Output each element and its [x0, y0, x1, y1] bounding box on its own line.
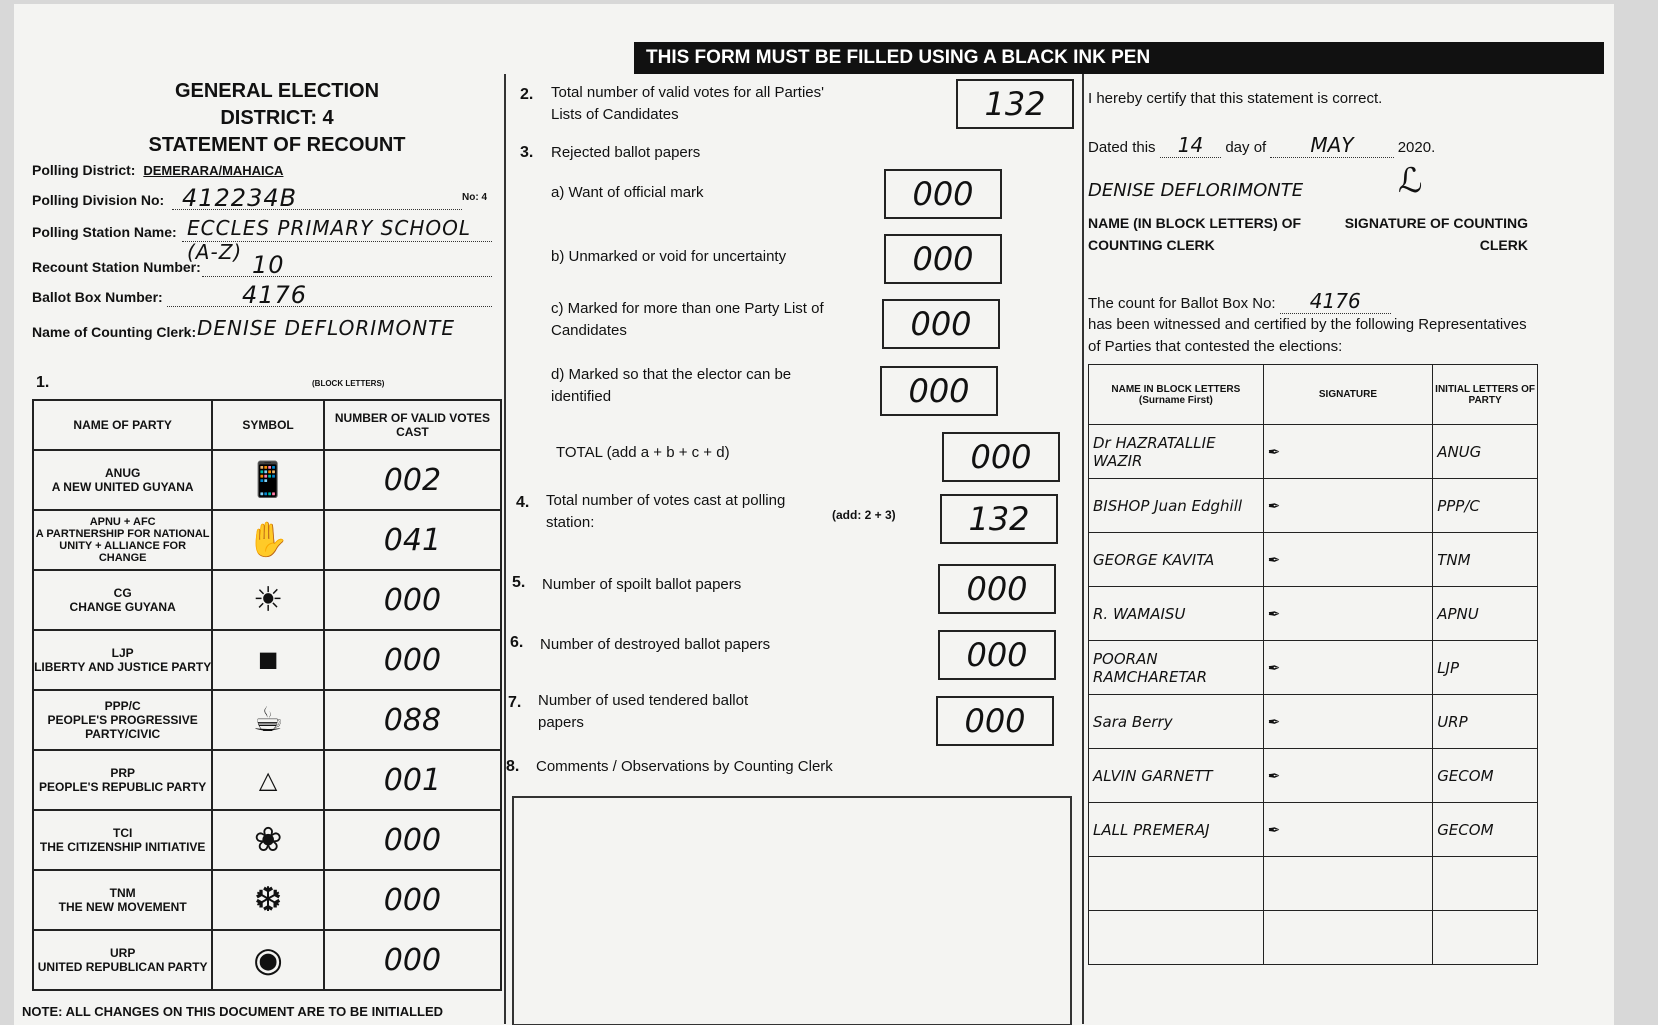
party-header-name: NAME OF PARTY — [33, 400, 212, 450]
handshake-icon: ■ — [212, 630, 324, 690]
count-line — [1088, 290, 1391, 315]
item2-text: Total number of valid votes for all Parties' Lists of Candidates — [551, 84, 824, 123]
bird-icon: ❆ — [212, 870, 324, 930]
party-name: URP UNITED REPUBLICAN PARTY — [33, 930, 212, 990]
rep-row — [1089, 803, 1538, 857]
polling-division-label: Polling Division No: — [32, 192, 165, 208]
party-name: CG CHANGE GUYANA — [33, 570, 212, 630]
polling-station-value: ECCLES PRIMARY SCHOOL (A-Z) — [187, 216, 471, 264]
rep-name: GEORGE KAVITA — [1089, 533, 1264, 587]
item3c-text: c) Marked for more than one Party List of Candidates — [551, 300, 824, 339]
item6-num: 6. — [510, 634, 524, 651]
signature-icon: ✒ — [1263, 641, 1432, 695]
rep-party: URP — [1433, 695, 1538, 749]
party-votes: 000 — [324, 810, 501, 870]
party-header-votes: NUMBER OF VALID VOTES CAST — [324, 400, 501, 450]
right-column — [1088, 74, 1618, 1024]
item3a-box: 000 — [884, 169, 1002, 219]
party-row — [33, 750, 501, 810]
rep-party: TNM — [1433, 533, 1538, 587]
clerk-label: Name of Counting Clerk: — [32, 324, 197, 340]
name-label: NAME (IN BLOCK LETTERS) OF COUNTING CLERK — [1088, 215, 1302, 253]
party-name: ANUG A NEW UNITED GUYANA — [33, 450, 212, 510]
rep-party — [1433, 857, 1538, 911]
party-votes: 002 — [324, 450, 501, 510]
left-column — [22, 74, 512, 1024]
rep-row — [1089, 425, 1538, 479]
bulb-icon: ☀ — [212, 570, 324, 630]
signature-icon: ✒ — [1263, 587, 1432, 641]
form-sheet — [14, 4, 1614, 1025]
item7-num: 7. — [508, 694, 522, 711]
rep-name: POORAN RAMCHARETAR — [1089, 641, 1264, 695]
fish-icon: ◉ — [212, 930, 324, 990]
party-row — [33, 450, 501, 510]
signature-icon: ✒ — [1263, 749, 1432, 803]
rep-row — [1089, 749, 1538, 803]
polling-station-field — [32, 216, 502, 264]
item3-text: Rejected ballot papers — [551, 144, 701, 161]
party-name: LJP LIBERTY AND JUSTICE PARTY — [33, 630, 212, 690]
recount-station-label: Recount Station Number: — [32, 259, 201, 275]
recount-station-field — [32, 251, 502, 279]
item3b-text: b) Unmarked or void for uncertainty — [551, 248, 787, 265]
polling-station-label: Polling Station Name: — [32, 224, 177, 240]
item6-box: 000 — [938, 630, 1056, 680]
count-text: has been witnessed and certified by the following Representatives of Parties that contested the elections: — [1088, 316, 1527, 355]
item7-box: 000 — [936, 696, 1054, 746]
dated-day: 14 — [1160, 133, 1221, 158]
item5-box: 000 — [938, 564, 1056, 614]
signature-icon: ✒ — [1263, 479, 1432, 533]
signature-icon: ✒ — [1263, 695, 1432, 749]
ballot-box-value: 4176 — [242, 281, 308, 309]
polling-division-value: 412234B — [182, 184, 298, 212]
dated-year: 2020. — [1397, 139, 1436, 156]
rep-row — [1089, 479, 1538, 533]
section1-label: 1. — [36, 374, 50, 391]
item4-num: 4. — [516, 494, 530, 511]
phone-icon: 📱 — [212, 450, 324, 510]
reps-table — [1088, 364, 1538, 965]
count-box-value: 4176 — [1280, 289, 1391, 314]
rep-signature — [1263, 857, 1432, 911]
dated-month: MAY — [1270, 133, 1393, 158]
party-votes: 088 — [324, 690, 501, 750]
rep-name: Dr HAZRATALLIE WAZIR — [1089, 425, 1264, 479]
rep-row — [1089, 641, 1538, 695]
item3b-box: 000 — [884, 234, 1002, 284]
item5-num: 5. — [512, 574, 526, 591]
sig-label: SIGNATURE OF COUNTING CLERK — [1344, 215, 1528, 253]
party-votes: 001 — [324, 750, 501, 810]
item4-box: 132 — [940, 494, 1058, 544]
rep-name: ALVIN GARNETT — [1089, 749, 1264, 803]
rep-row — [1089, 857, 1538, 911]
clerk-name-handwritten: DENISE DEFLORIMONTE — [1088, 180, 1304, 201]
party-row — [33, 630, 501, 690]
item7-text: Number of used tendered ballot papers — [538, 692, 749, 731]
polling-division-field — [32, 184, 502, 212]
rep-row — [1089, 911, 1538, 965]
party-row — [33, 690, 501, 750]
party-name: TNM THE NEW MOVEMENT — [33, 870, 212, 930]
party-votes: 041 — [324, 510, 501, 570]
party-votes: 000 — [324, 930, 501, 990]
recount-station-value: 10 — [252, 251, 285, 279]
party-row — [33, 930, 501, 990]
clerk-signature-icon: ℒ — [1398, 162, 1423, 200]
dated-line — [1088, 134, 1528, 159]
clerk-value: DENISE DEFLORIMONTE — [197, 316, 456, 340]
rep-name: BISHOP Juan Edghill — [1089, 479, 1264, 533]
signature-icon: ✒ — [1263, 803, 1432, 857]
reps-header-signature: SIGNATURE — [1263, 365, 1432, 425]
reps-header-party: INITIAL LETTERS OF PARTY — [1433, 365, 1538, 425]
rep-party: ANUG — [1433, 425, 1538, 479]
total-text: TOTAL (add a + b + c + d) — [556, 444, 730, 461]
rep-name: Sara Berry — [1089, 695, 1264, 749]
rep-name: R. WAMAISU — [1089, 587, 1264, 641]
polling-district-label: Polling District: — [32, 162, 136, 178]
header-line1: GENERAL ELECTION — [174, 80, 380, 102]
item8-text: Comments / Observations by Counting Clerk — [536, 758, 833, 775]
party-votes: 000 — [324, 870, 501, 930]
item3-num: 3. — [520, 144, 534, 161]
party-name: PRP PEOPLE'S REPUBLIC PARTY — [33, 750, 212, 810]
rep-party: LJP — [1433, 641, 1538, 695]
party-votes: 000 — [324, 630, 501, 690]
rep-name: LALL PREMERAJ — [1089, 803, 1264, 857]
signature-icon: ✒ — [1263, 425, 1432, 479]
rep-name — [1089, 911, 1264, 965]
party-name: APNU + AFC A PARTNERSHIP FOR NATIONAL UNITY + ALLIANCE FOR CHANGE — [33, 510, 212, 570]
division-no-label: No: 4 — [462, 192, 487, 203]
rep-name — [1089, 857, 1264, 911]
party-name: TCI THE CITIZENSHIP INITIATIVE — [33, 810, 212, 870]
ballot-box-field — [32, 281, 502, 309]
item8-num: 8. — [506, 758, 520, 775]
item3d-box: 000 — [880, 366, 998, 416]
dated-prefix: Dated this — [1088, 139, 1156, 156]
item4-text: Total number of votes cast at polling station: — [546, 492, 786, 531]
party-votes: 000 — [324, 570, 501, 630]
lamp-icon: △ — [212, 750, 324, 810]
banner: THIS FORM MUST BE FILLED USING A BLACK INK PEN — [634, 42, 1604, 74]
party-row — [33, 570, 501, 630]
item2-box: 132 — [956, 79, 1074, 129]
rep-row — [1089, 533, 1538, 587]
polling-district-value: DEMERARA/MAHAICA — [143, 163, 284, 178]
item6-text: Number of destroyed ballot papers — [540, 636, 771, 653]
block-letters-note: (BLOCK LETTERS) — [312, 379, 385, 388]
dated-mid: day of — [1225, 139, 1267, 156]
hand-key-icon: ✋ — [212, 510, 324, 570]
party-table — [32, 399, 502, 991]
party-name: PPP/C PEOPLE'S PROGRESSIVE PARTY/CIVIC — [33, 690, 212, 750]
rep-party: APNU — [1433, 587, 1538, 641]
polling-district-field — [32, 162, 502, 178]
party-row — [33, 870, 501, 930]
certify-text: I hereby certify that this statement is correct. — [1088, 90, 1383, 107]
party-row — [33, 510, 501, 570]
form-header — [112, 78, 442, 159]
middle-column — [504, 74, 1084, 1024]
flower-icon: ❀ — [212, 810, 324, 870]
total-box: 000 — [942, 432, 1060, 482]
item4-hint: (add: 2 + 3) — [832, 508, 896, 522]
ballot-box-label: Ballot Box Number: — [32, 289, 163, 305]
rep-row — [1089, 695, 1538, 749]
item3c-box: 000 — [882, 299, 1000, 349]
party-header-symbol: SYMBOL — [212, 400, 324, 450]
comments-box[interactable] — [512, 796, 1072, 1025]
note-text: NOTE: ALL CHANGES ON THIS DOCUMENT ARE TO BE INITIALLED — [22, 1004, 444, 1019]
header-line3: STATEMENT OF RECOUNT — [148, 134, 406, 156]
party-row — [33, 810, 501, 870]
rep-signature — [1263, 911, 1432, 965]
rep-party: GECOM — [1433, 803, 1538, 857]
rep-party: GECOM — [1433, 749, 1538, 803]
cup-icon: ☕ — [212, 690, 324, 750]
item2-num: 2. — [520, 86, 534, 103]
item3a-text: a) Want of official mark — [551, 184, 704, 201]
rep-party — [1433, 911, 1538, 965]
reps-header-name: NAME IN BLOCK LETTERS (Surname First) — [1089, 365, 1264, 425]
rep-party: PPP/C — [1433, 479, 1538, 533]
clerk-field — [32, 316, 502, 340]
signature-icon: ✒ — [1263, 533, 1432, 587]
header-line2: DISTRICT: 4 — [220, 107, 334, 129]
item5-text: Number of spoilt ballot papers — [542, 576, 742, 593]
item3d-text: d) Marked so that the elector can be identified — [551, 366, 792, 405]
count-prefix: The count for Ballot Box No: — [1088, 295, 1276, 312]
rep-row — [1089, 587, 1538, 641]
